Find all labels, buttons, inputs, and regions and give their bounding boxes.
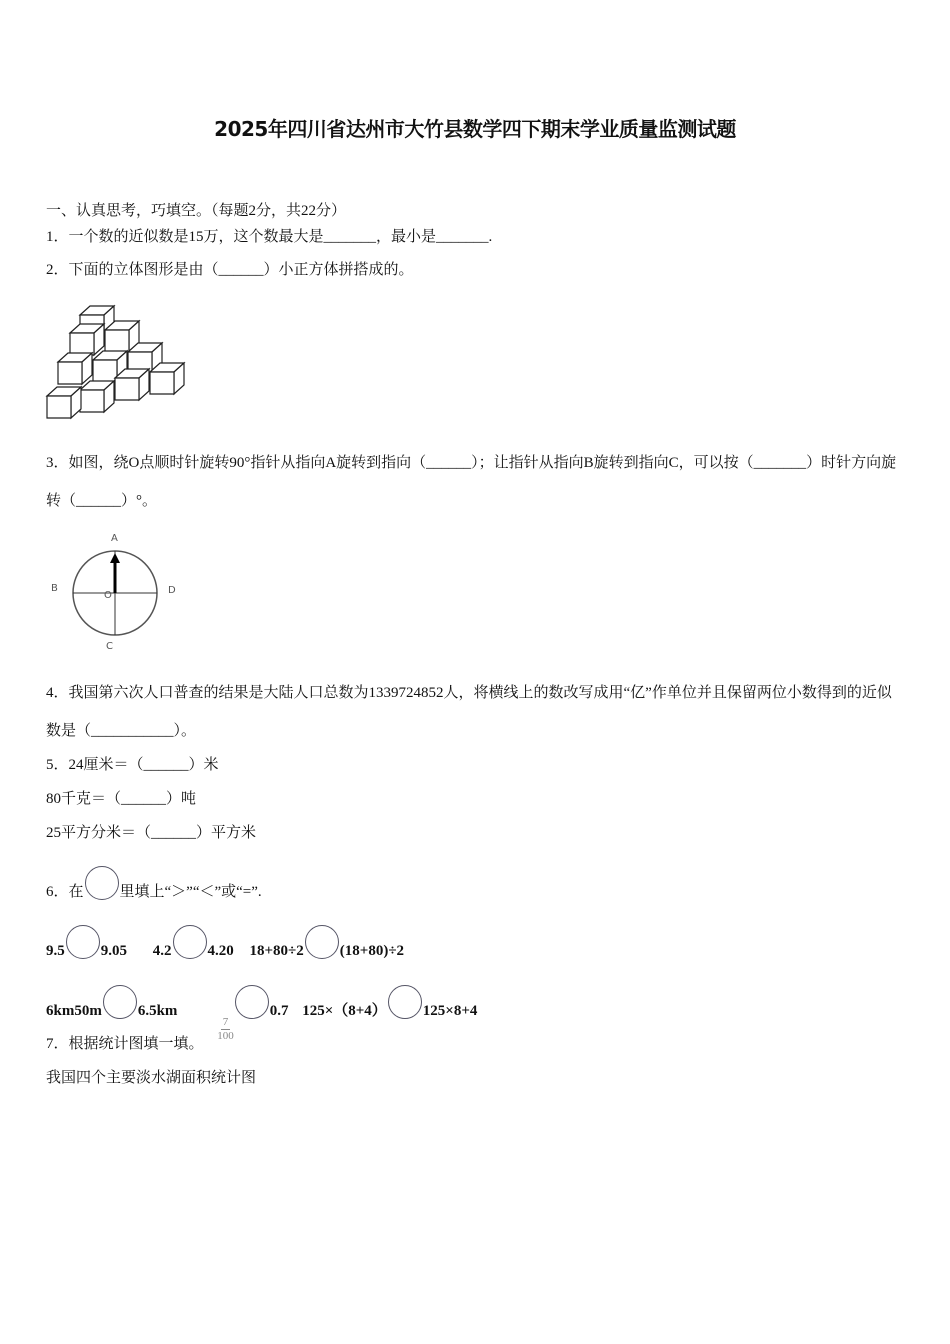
cube-stack-figure bbox=[0, 0, 260, 430]
expr: 0.7 bbox=[269, 1003, 289, 1019]
answer-circle[interactable] bbox=[305, 925, 339, 959]
cube bbox=[80, 381, 114, 412]
expr: 9.5 bbox=[46, 943, 65, 959]
cube bbox=[58, 353, 92, 384]
question-7: 7．根据统计图填一填。 bbox=[46, 1036, 204, 1052]
chart-title: 我国四个主要淡水湖面积统计图 bbox=[46, 1070, 257, 1086]
cube bbox=[47, 387, 81, 418]
label-c: C bbox=[106, 641, 113, 652]
fraction: $\frac{7}{100}$ bbox=[217, 1016, 234, 1042]
answer-circle[interactable] bbox=[66, 925, 100, 959]
page-title: 2025年四川省达州市大竹县数学四下期末学业质量监测试题 bbox=[214, 117, 736, 141]
cube bbox=[70, 324, 104, 355]
expr: 6.5km bbox=[137, 1003, 178, 1019]
label-d: D bbox=[168, 585, 176, 596]
label-b: B bbox=[51, 583, 58, 594]
expr: 4.2 bbox=[152, 943, 172, 959]
expr: 125×（8+4） bbox=[302, 1003, 387, 1019]
question-3: 3．如图，绕O点顺时针旋转90°指针从指向A旋转到指向（______）；让指针从指向B旋转到指向C，可以按（_______）时针方向旋转（______）°。 bbox=[46, 455, 897, 509]
cube bbox=[115, 369, 149, 400]
expr: (18+80)÷2 bbox=[339, 943, 405, 959]
compass-figure bbox=[40, 525, 200, 655]
question-5c: 25平方分米＝（______）平方米 bbox=[46, 825, 257, 841]
question-2: 2．下面的立体图形是由（______）小正方体拼搭成的。 bbox=[46, 262, 414, 278]
q6-post: 里填上“＞”“＜”或“=”. bbox=[119, 884, 262, 900]
label-o: O bbox=[104, 590, 112, 601]
label-a: A bbox=[111, 533, 118, 544]
expr: 4.20 bbox=[207, 943, 234, 959]
question-5a: 5．24厘米＝（______）米 bbox=[46, 757, 219, 773]
section-heading: 一、认真思考，巧填空。（每题2分，共22分） bbox=[46, 203, 347, 219]
expr: 6km50m bbox=[46, 1003, 102, 1019]
q6-pre: 6．在 bbox=[46, 884, 84, 900]
compare-circle-icon bbox=[85, 866, 119, 900]
compare-row-1 bbox=[46, 925, 404, 961]
expr: 125×8+4 bbox=[422, 1003, 478, 1019]
expr: 9.05 bbox=[100, 943, 127, 959]
answer-circle[interactable] bbox=[235, 985, 269, 1019]
expr: 18+80÷2 bbox=[249, 943, 304, 959]
question-5b: 80千克＝（______）吨 bbox=[46, 791, 197, 807]
question-4: 4．我国第六次人口普查的结果是大陆人口总数为1339724852人，将横线上的数改写成用“亿”作单位并且保留两位小数得到的近似数是（___________）。 bbox=[46, 685, 892, 739]
question-1: 1．一个数的近似数是15万，这个数最大是_______，最小是_______. bbox=[46, 229, 493, 245]
answer-circle[interactable] bbox=[173, 925, 207, 959]
answer-circle[interactable] bbox=[388, 985, 422, 1019]
answer-circle[interactable] bbox=[103, 985, 137, 1019]
question-6 bbox=[46, 866, 262, 902]
cube bbox=[150, 363, 184, 394]
